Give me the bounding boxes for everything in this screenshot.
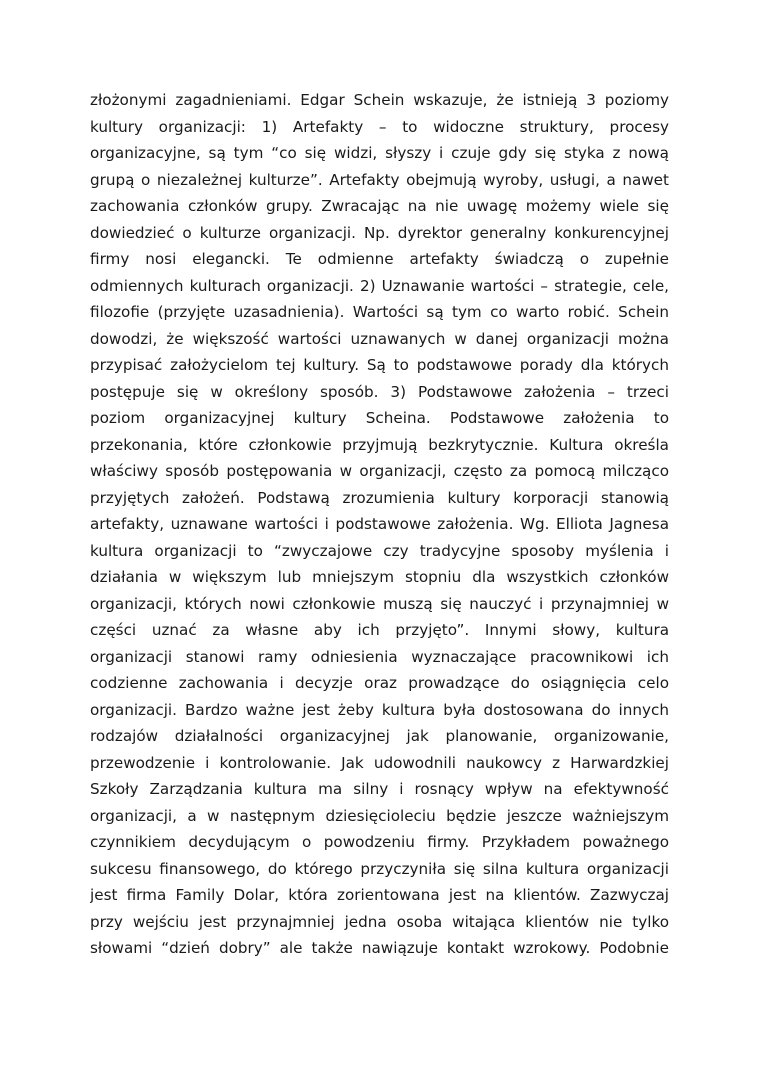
text-line: organizacji, a w następnym dziesięcioleciu będzie jeszcze ważniejszym	[90, 806, 669, 825]
text-line: jest firma Family Dolar, która zorientowana jest na klientów. Zazwyczaj	[90, 886, 669, 904]
text-line: organizacji. Bardzo ważne jest żeby kultura była dostosowana do innych	[90, 700, 669, 719]
text-line: przypisać założycielom tej kultury. Są to podstawowe porady dla których	[90, 356, 669, 374]
text-line: organizacyjne, są tym “co się widzi, słyszy i czuje gdy się styka z nową	[90, 144, 669, 162]
text-line: zachowania członków grupy. Zwracając na nie uwagę możemy wiele się	[90, 197, 669, 215]
text-line: dowodzi, że większość wartości uznawanych w danej organizacji można	[90, 329, 669, 348]
text-line: kultury organizacji: 1) Artefakty – to widoczne struktury, procesy	[90, 117, 669, 136]
text-line: rodzajów działalności organizacyjnej jak planowanie, organizowanie,	[90, 727, 669, 745]
text-line: działania w większym lub mniejszym stopniu dla wszystkich członków	[90, 568, 669, 586]
text-line: organizacji stanowi ramy odniesienia wyznaczające pracownikowi ich	[90, 647, 669, 666]
text-line: grupą o niezależnej kulturze”. Artefakty obejmują wyroby, usługi, a nawet	[90, 170, 669, 189]
text-line: kultura organizacji to “zwyczajowe czy tradycyjne sposoby myślenia i	[90, 541, 669, 560]
text-line: odmiennych kulturach organizacji. 2) Uznawanie wartości – strategie, cele,	[90, 276, 669, 295]
text-line: organizacji, których nowi członkowie muszą się nauczyć i przynajmniej w	[90, 594, 669, 613]
text-line: słowami “dzień dobry” ale także nawiązuje kontakt wzrokowy. Podobnie	[90, 939, 669, 957]
text-line: artefakty, uznawane wartości i podstawowe założenia. Wg. Elliota Jagnesa	[90, 515, 669, 533]
text-line: Szkoły Zarządzania kultura ma silny i rosnący wpływ na efektywność	[90, 780, 669, 798]
body-text	[90, 87, 669, 962]
text-line: filozofie (przyjęte uzasadnienia). Wartości są tym co warto robić. Schein	[90, 303, 669, 321]
text-line: przy wejściu jest przynajmniej jedna osoba witająca klientów nie tylko	[90, 912, 669, 931]
text-line: przewodzenie i kontrolowanie. Jak udowodnili naukowcy z Harwardzkiej	[90, 753, 669, 772]
text-line: złożonymi zagadnieniami. Edgar Schein wskazuje, że istnieją 3 poziomy	[90, 91, 669, 109]
text-line: czynnikiem decydującym o powodzeniu firmy. Przykładem poważnego	[90, 833, 669, 851]
text-line: firmy nosi elegancki. Te odmienne artefakty świadczą o zupełnie	[90, 250, 669, 268]
text-line: części uznać za własne aby ich przyjęto”. Innymi słowy, kultura	[90, 621, 669, 639]
text-line: dowiedzieć o kulturze organizacji. Np. dyrektor generalny konkurencyjnej	[90, 223, 669, 242]
text-line: poziom organizacyjnej kultury Scheina. Podstawowe założenia to	[90, 409, 669, 427]
text-line: codzienne zachowania i decyzje oraz prowadzące do osiągnięcia celo	[90, 674, 669, 692]
text-line: przekonania, które członkowie przyjmują bezkrytycznie. Kultura określa	[90, 435, 669, 454]
text-line: sukcesu finansowego, do którego przyczyniła się silna kultura organizacji	[90, 859, 669, 878]
text-line: właściwy sposób postępowania w organizacji, często za pomocą milcząco	[90, 462, 669, 480]
text-line: przyjętych założeń. Podstawą zrozumienia kultury korporacji stanowią	[90, 488, 669, 507]
text-line: postępuje się w określony sposób. 3) Podstawowe założenia – trzeci	[90, 382, 669, 401]
